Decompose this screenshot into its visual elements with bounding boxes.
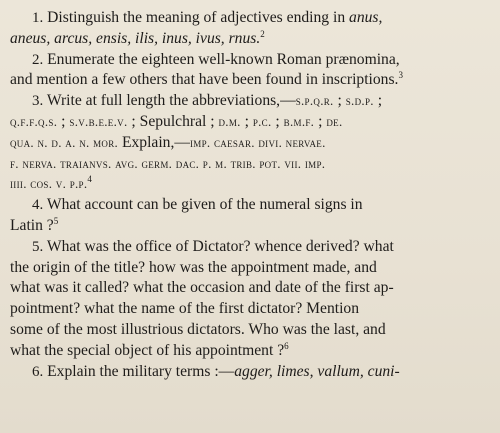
question-number: 3. <box>32 93 44 110</box>
question-3-line-4: f. nerva. traianvs. avg. germ. dac. p. m. trib. pot. vii. imp. <box>10 155 326 171</box>
footnote-ref: 5 <box>53 215 59 226</box>
question-number: 4. <box>32 197 44 214</box>
question-2 <box>10 50 488 92</box>
question-6-line-1: 6. Explain the military terms :—agger, limes, vallum, cuni- <box>32 362 400 380</box>
question-number: 2. <box>32 51 44 68</box>
question-number: 1. <box>32 10 44 26</box>
footnote-ref: 2 <box>260 28 265 39</box>
question-5-line-1: 5. What was the office of Dictator? whence derived? what <box>32 237 394 255</box>
question-3-line-2: q.f.f.q.s. ; s.v.b.e.e.v. ; Sepulchral ; d.m. ; p.c. ; b.m.f. ; de. <box>10 112 343 130</box>
question-1-line-2: aneus, arcus, ensis, ilis, inus, ivus, rnus.$^2$ <box>10 28 265 47</box>
question-5-line-6: what the special object of his appointment ?$^6$ <box>10 340 289 359</box>
question-3-line-5: iiii. cos. v. p.p.$^4$ <box>10 174 92 192</box>
question-6 <box>10 362 488 383</box>
question-5-line-2: the origin of the title? how was the appointment made, and <box>10 258 377 276</box>
footnote-ref: 6 <box>284 340 289 351</box>
question-5-line-3: what was it called? what the occasion and date of the first ap- <box>10 279 394 297</box>
question-3-line-1: 3. Write at full length the abbreviations,—s.p.q.r. ; s.d.p. ; <box>32 92 383 110</box>
question-3-line-3: qua. n. d. a. n. mor. Explain,—imp. caesar. divi. nervae. <box>10 133 326 151</box>
question-5 <box>10 237 488 362</box>
question-1-line-1: 1. Distinguish the meaning of adjectives ending in anus, <box>32 9 383 26</box>
question-5-line-5: some of the most illustrious dictators. Who was the last, and <box>10 320 386 338</box>
footnote-ref: 4 <box>87 174 92 185</box>
question-4 <box>10 195 488 237</box>
question-2-line-1: 2. Enumerate the eighteen well-known Roman prænomina, <box>32 50 400 68</box>
question-number: 6. <box>32 363 44 380</box>
question-number: 5. <box>32 238 44 255</box>
question-4-line-1: 4. What account can be given of the numeral signs in <box>32 196 363 214</box>
question-1 <box>10 8 488 50</box>
question-2-line-2: and mention a few others that have been found in inscriptions.$^3$ <box>10 70 403 89</box>
question-3 <box>10 91 488 195</box>
question-4-line-2: Latin ?$^5$ <box>10 215 59 234</box>
footnote-ref: 3 <box>398 70 403 81</box>
question-5-line-4: pointment? what the name of the first dictator? Mention <box>10 300 360 318</box>
